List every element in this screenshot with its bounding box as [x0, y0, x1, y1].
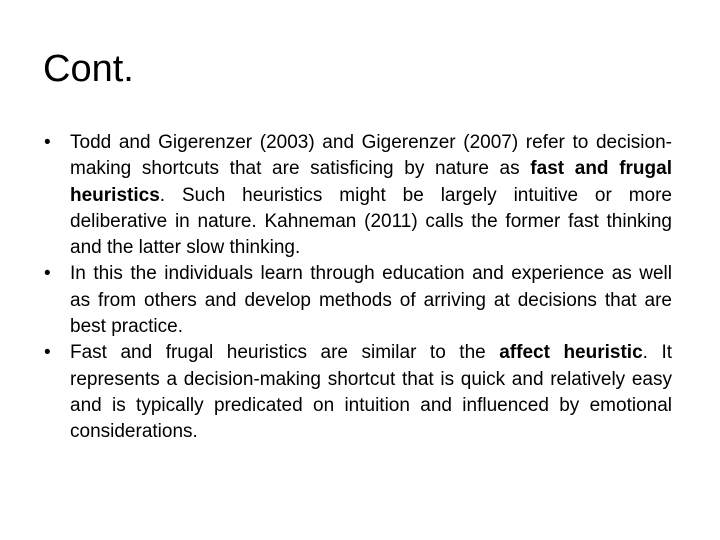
- bullet-emphasis: affect heuristic: [499, 342, 643, 364]
- bullet-emphasis: fast and frugal heuristics: [70, 158, 672, 206]
- bullet-list: [44, 130, 672, 446]
- bullet-text: Todd and Gigerenzer (2003) and Gigerenzer (2007) refer to decision-making shortcuts that are satisficing by nature as: [70, 132, 672, 180]
- bullet-marker: •: [44, 342, 51, 364]
- bullet-marker: •: [44, 132, 51, 153]
- bullet-marker: •: [44, 263, 51, 285]
- bullet-item-heuristics-definition: [44, 130, 672, 261]
- bullet-text: . Such heuristics might be largely intuitive or more deliberative in nature. Kahneman (2011) calls the former fast thinking and the latter slow thinking.: [70, 184, 672, 259]
- bullet-item-affect-heuristic: [44, 340, 672, 445]
- bullet-text: . It represents a decision-making shortcut that is quick and relatively easy and is typically predicated on intuition and influenced by emotional considerations.: [70, 342, 673, 443]
- bullet-text: In this the individuals learn through education and experience as well as from others and develop methods of arriving at decisions that are best practice.: [70, 263, 672, 338]
- bullet-item-learning: [44, 261, 672, 340]
- bullet-text: Fast and frugal heuristics are similar to the: [70, 342, 500, 364]
- slide-title: Cont.: [43, 48, 134, 90]
